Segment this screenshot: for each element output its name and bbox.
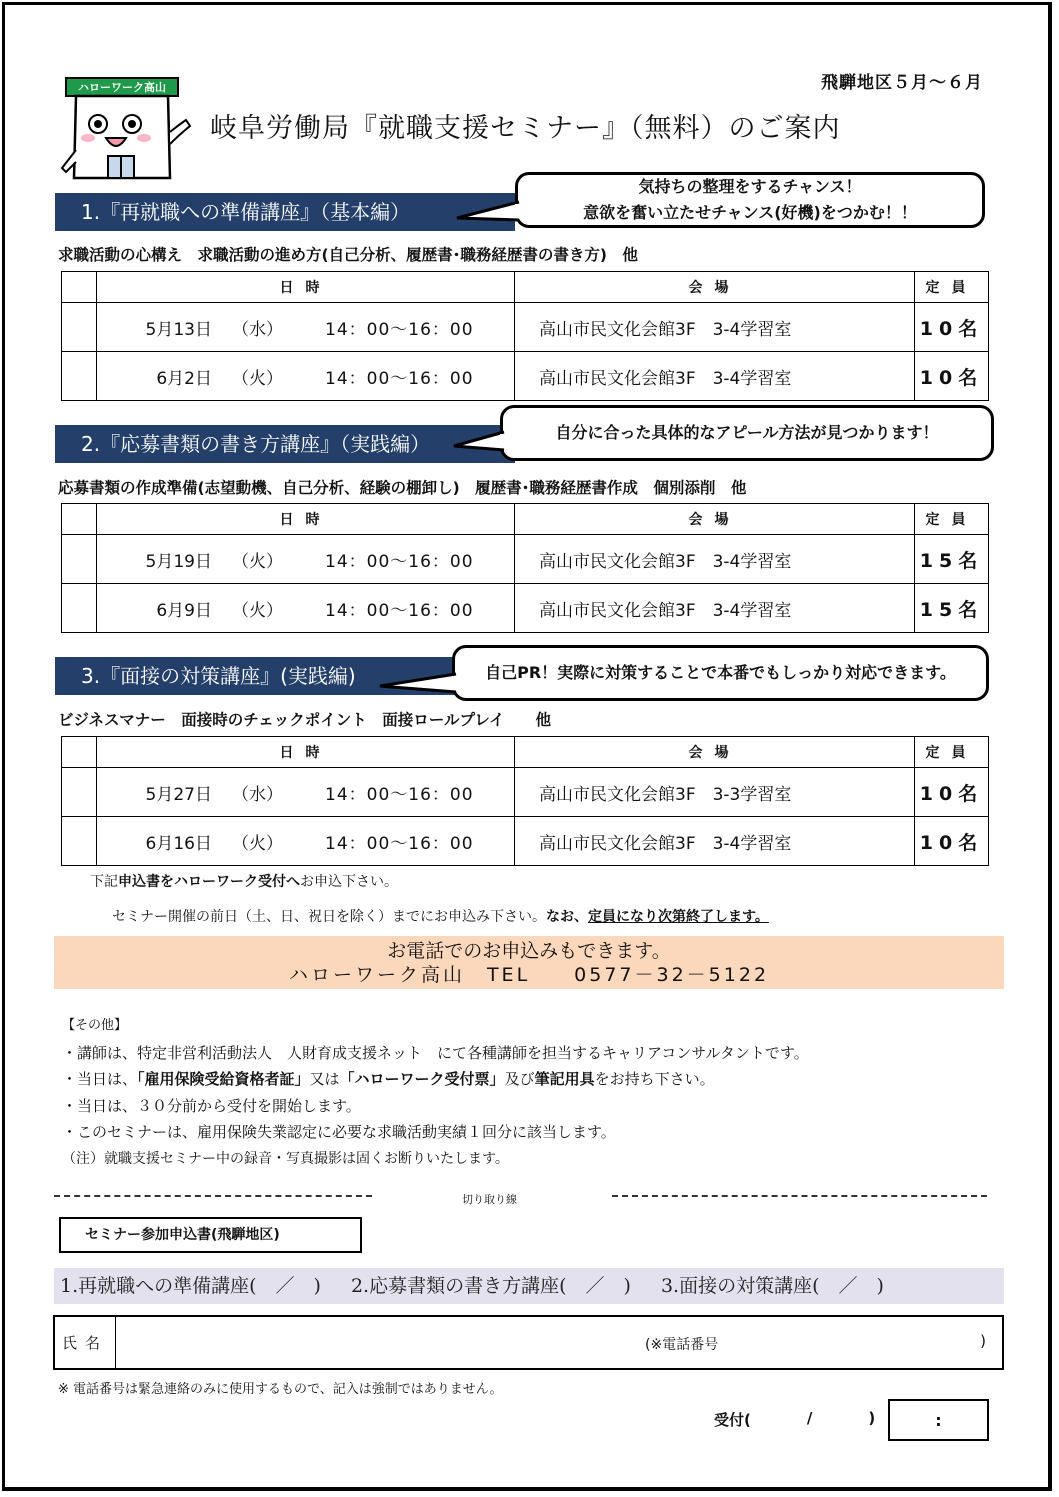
course-option-3[interactable]: 3.面接の対策講座( ／ ) (660, 1275, 884, 1297)
session-capacity: 10名 (915, 352, 989, 401)
table-header-row (62, 504, 989, 535)
hellowork-mascot-icon (58, 72, 198, 182)
section-2-schedule-table (61, 503, 989, 633)
session-venue: 高山市民文化会館3F 3-4学習室 (515, 817, 915, 866)
phone-close: ) (980, 1332, 986, 1350)
cut-line-label: 切り取り線 (462, 1193, 517, 1206)
session-venue: 高山市民文化会館3F 3-4学習室 (515, 584, 915, 633)
course-option-1[interactable]: 1.再就職への準備講座( ／ ) (60, 1275, 321, 1297)
session-weekday: （火） (232, 551, 283, 572)
name-phone-field[interactable] (53, 1315, 1004, 1370)
callout-line: 意欲を奮い立たせチャンス(好機)をつかむ！！ (583, 203, 917, 222)
section-2-heading: 2.『応募書類の書き方講座』（実践編） (55, 425, 515, 463)
header-datetime: 日時 (97, 737, 515, 768)
session-weekday: （火） (232, 833, 283, 854)
other-heading: 【その他】 (62, 1018, 128, 1033)
session-capacity: 10名 (915, 817, 989, 866)
table-row (62, 303, 989, 352)
section-2-callout (500, 405, 994, 461)
receipt-time-box: : (888, 1399, 989, 1441)
callout-line: 気持ちの整理をするチャンス！ (638, 177, 862, 196)
section-1-callout (515, 172, 985, 228)
session-date: 5月19日 (145, 551, 212, 572)
section-1-schedule-table (61, 271, 989, 401)
table-row (62, 535, 989, 584)
header-venue: 会場 (515, 272, 915, 303)
phone-box-line1: お電話でのお申込みもできます。 (387, 940, 671, 962)
section-2-description: 応募書類の作成準備(志望動機、自己分析、経験の棚卸し) 履歴書･職務経歴書作成 個別添削 他 (58, 479, 747, 497)
callout-line: 自分に合った具体的なアピール方法が見つかります！ (555, 423, 939, 442)
receipt-slash: / (806, 1409, 813, 1427)
table-row (62, 817, 989, 866)
caution-note: （注）就職支援セミナー中の録音・写真撮影は固くお断りいたします。 (62, 1150, 509, 1167)
section-1-heading: 1.『再就職への準備講座』（基本編） (55, 193, 515, 231)
capacity-warning: 定員になり次第終了します。 (588, 909, 769, 925)
session-time: 14：00～16：00 (325, 368, 474, 389)
mascot-sign: ハローワーク高山 (78, 81, 166, 94)
other-item: ・講師は、特定非営利活動法人 人財育成支援ネット にて各種講師を担当するキャリアコンサルタントです。 (62, 1043, 809, 1062)
other-item: ・当日は、「雇用保険受給資格者証」又は「ハローワーク受付票」及び筆記用具をお持ち下さい。 (62, 1070, 715, 1088)
callout-tail (378, 670, 458, 698)
session-venue: 高山市民文化会館3F 3-4学習室 (515, 352, 915, 401)
header-capacity: 定員 (915, 504, 989, 535)
session-capacity: 10名 (915, 768, 989, 817)
other-notes (62, 1013, 809, 1172)
session-time: 14：00～16：00 (325, 319, 474, 340)
phone-label: (※電話番号 (645, 1337, 719, 1353)
session-time: 14：00～16：00 (325, 784, 474, 805)
course-selection-row (54, 1268, 1004, 1304)
callout-tail (455, 198, 521, 226)
session-capacity: 15名 (915, 535, 989, 584)
session-capacity: 15名 (915, 584, 989, 633)
session-date: 6月2日 (156, 368, 212, 389)
session-time: 14：00～16：00 (325, 551, 474, 572)
course-option-2[interactable]: 2.応募書類の書き方講座( ／ ) (350, 1275, 631, 1297)
section-3-callout (452, 645, 989, 701)
header-datetime: 日時 (97, 504, 515, 535)
application-note: 下記申込書をハローワーク受付へお申込下さい。 (90, 874, 398, 890)
other-item: ・当日は、３０分前から受付を開始します。 (62, 1096, 361, 1115)
page-title: 岐阜労働局『就職支援セミナー』（無料）のご案内 (210, 113, 841, 144)
region-period-label: 飛騨地区５月～６月 (821, 73, 983, 93)
session-date: 5月13日 (145, 319, 212, 340)
session-time: 14：00～16：00 (325, 600, 474, 621)
callout-tail (452, 428, 506, 456)
phone-application-box (54, 936, 1004, 989)
header-capacity: 定員 (915, 737, 989, 768)
application-form-title: セミナー参加申込書(飛騨地区) (59, 1217, 362, 1253)
table-header-row (62, 737, 989, 768)
session-weekday: （火） (232, 368, 283, 389)
phone-disclaimer: ※ 電話番号は緊急連絡のみに使用するもので、記入は強制ではありません。 (58, 1382, 503, 1397)
cut-line-right (612, 1195, 987, 1197)
header-capacity: 定員 (915, 272, 989, 303)
header-datetime: 日時 (97, 272, 515, 303)
session-time: 14：00～16：00 (325, 833, 474, 854)
session-weekday: （水） (232, 319, 283, 340)
deadline-note: セミナー開催の前日（土、日、祝日を除く）までにお申込み下さい。なお、定員になり次第終了します。 (112, 909, 769, 925)
table-row (62, 584, 989, 633)
receipt-date-field (714, 1409, 875, 1430)
session-venue: 高山市民文化会館3F 3-4学習室 (515, 303, 915, 352)
session-date: 5月27日 (145, 784, 212, 805)
header-venue: 会場 (515, 737, 915, 768)
phone-box-line2: ハローワーク高山 TEL 0577－32－5122 (288, 964, 770, 986)
callout-line: 自己PR！実際に対策することで本番でもしっかり対応できます。 (485, 663, 956, 682)
table-row (62, 352, 989, 401)
session-venue: 高山市民文化会館3F 3-3学習室 (515, 768, 915, 817)
session-weekday: （水） (232, 784, 283, 805)
receipt-close: ) (868, 1409, 876, 1427)
session-capacity: 10名 (915, 303, 989, 352)
section-3-heading: 3.『面接の対策講座』(実践編) (55, 657, 455, 695)
section-1-description: 求職活動の心構え 求職活動の進め方(自己分析、履歴書･職務経歴書の書き方) 他 (58, 246, 638, 264)
other-item: ・このセミナーは、雇用保険失業認定に必要な求職活動実績１回分に該当します。 (62, 1123, 616, 1141)
table-header-row (62, 272, 989, 303)
name-label: 氏名 (55, 1317, 116, 1368)
session-venue: 高山市民文化会館3F 3-4学習室 (515, 535, 915, 584)
section-3-schedule-table (61, 736, 989, 866)
section-3-description: ビジネスマナー 面接時のチェックポイント 面接ロールプレイ 他 (58, 711, 552, 729)
receipt-label: 受付( (714, 1411, 751, 1429)
header-venue: 会場 (515, 504, 915, 535)
session-date: 6月9日 (156, 600, 212, 621)
cut-line-left (54, 1195, 372, 1197)
session-weekday: （火） (232, 600, 283, 621)
session-date: 6月16日 (145, 833, 212, 854)
table-row (62, 768, 989, 817)
